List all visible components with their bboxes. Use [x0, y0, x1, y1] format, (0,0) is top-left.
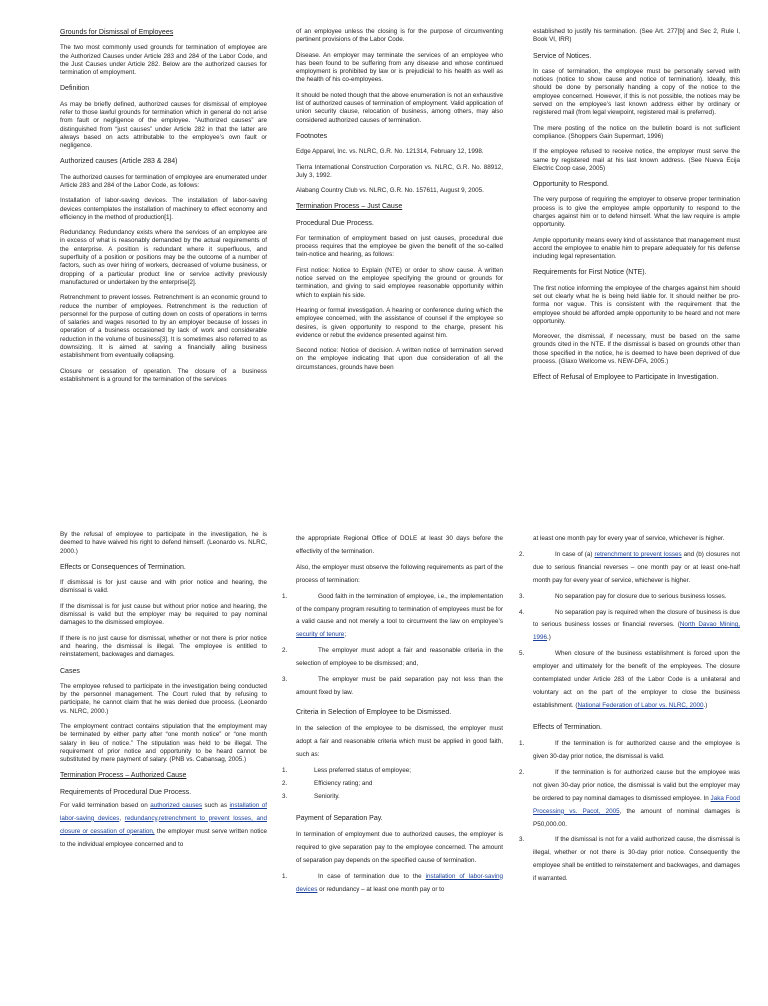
paragraph: Closure or cessation of operation. The closure of a business establishment is a ground for the termination of the services — [60, 367, 267, 383]
list-item: 2. In case of (a) retrenchment to prevent losses and (b) closures not due to serious financial reverses – one month pay or at least one-half month pay for every year of service, whichever is higher. — [519, 550, 741, 584]
link-security-of-tenure[interactable]: security of tenure — [296, 631, 345, 639]
paragraph: the appropriate Regional Office of DOLE at least 30 days before the effectivity of the termination. — [296, 535, 503, 555]
paragraph: The very purpose of requiring the employer to observe proper termination process is to give the employee ample opportunity to respond to the charges against him or to defend himself. What the law require is ample opportunity. — [533, 196, 740, 229]
footnote: Alabang Country Club vs. NLRC, G.R. No. 157611, August 9, 2005. — [296, 187, 484, 195]
paragraph: It should be noted though that the above enumeration is not an exhaustive list of authorized causes of termination of employment. Valid application of union security clause, relocation of business, among others, may also considered authorized causes of termination. — [296, 91, 503, 124]
paragraph: Also, the employer must observe the following requirements as part of the process of termination: — [296, 563, 503, 584]
paragraph: The two most commonly used grounds for termination of employee are the Authorized Causes under Article 283 and 284 of the Labor Code, and the Just Causes under Article 282. Below are the authorized causes for termination of employment. — [60, 44, 267, 77]
page2-column-2 — [282, 533, 503, 897]
paragraph: First notice: Notice to Explain (NTE) or order to show cause. A written notice served on the employee specifying the ground or grounds for termination, and giving to said employee reasonable opportunity within which to explain his side. — [296, 266, 503, 299]
page1-column-3 — [533, 28, 740, 390]
paragraph: In termination of employment due to authorized causes, the employer is required to give separation pay to the employee concerned. The amount of separation pay depends on the specified cause of termination. — [296, 831, 503, 864]
paragraph: By the refusal of employee to participate in the investigation, he is deemed to have waived his right to defend himself. (Leonardo vs. NLRC, 2000.) — [60, 531, 267, 555]
list-item: 3. No separation pay for closure due to serious business losses. — [519, 592, 727, 600]
list-item: 2. The employer must adopt a fair and reasonable criteria in the selection of employee to be dismissed; and, — [282, 647, 503, 668]
list-item: 3. Seniority. — [282, 792, 340, 800]
page2-column-1 — [60, 531, 267, 852]
section-heading: Criteria in Selection of Employee to be Dismissed. — [296, 708, 452, 716]
section-heading: Service of Notices. — [533, 52, 592, 60]
paragraph: The first notice informing the employee of the charges against him should set out clearly what he is being held liable for. It should neither be pro-forma nor vague. This is consistent with the requirement that the employee should be afforded ample opportunity to be heard and not mere opportunity. — [533, 284, 740, 325]
paragraph: If the employee refused to receive notice, the employer must serve the same by registered mail at his last known address. (See Nueva Ecija Electric Coop case, 2005) — [533, 148, 740, 172]
section-heading: Grounds for Dismissal of Employees — [60, 29, 174, 36]
link-retrenchment-to-prevent-losses[interactable]: retrenchment to prevent losses — [594, 550, 682, 558]
paragraph: Redundancy. Redundancy exists where the services of an employee are in excess of what is reasonably demanded by the actual requirements of the enterprise. A position is redundant where it superfluous, and superfluity of a position or positions may be the outcome of a number of factors, such as over hiring of workers, decreased of volume business, or dropping of a particular product line or service activity previously manufactured or undertaken by the enterprise[2]. — [60, 229, 267, 286]
list-item: 5. When closure of the business establishment is forced upon the employer and ultimately for the benefit of the employees. The closure contemplated under Article 283 of the Labor Code is a unilateral and voluntary act on the part of the employer to close the business establishment. (National Federation of Labor vs. NLRC, 2000.) — [519, 650, 740, 709]
section-heading: Definition — [60, 85, 90, 93]
section-heading: Termination Process – Authorized Cause — [60, 772, 187, 780]
list-item: 1. Good faith in the termination of employee, i.e., the implementation of the company program resulting to termination of employees must be for a valid cause and not merely a tool to circumvent the law on employee’s security of tenure; — [282, 592, 503, 639]
section-heading: Requirements of Procedural Due Process. — [60, 788, 192, 796]
list-item: 1. If the termination is for authorized cause and the employee is given 30-day prior notice, the dismissal is valid. — [519, 740, 740, 761]
section-heading: Cases — [60, 667, 80, 675]
footnotes-heading: Footnotes — [296, 132, 328, 140]
paragraph: Ample opportunity means every kind of assistance that management must accord the employee to enable him to prepare adequately for his defense including legal representation. — [533, 236, 740, 261]
section-heading: Termination Process – Just Cause — [296, 203, 403, 211]
paragraph: Installation of labor-saving devices. The installation of labor-saving devices contemplates the installation of machinery to effect economy and efficiency in the method of production[1]. — [60, 197, 267, 221]
paragraph: If there is no just cause for dismissal, whether or not there is prior notice and hearing, the dismissal is illegal. The employee is entitled to reinstatement, backwages and damages. — [60, 634, 267, 659]
link-installation-labor-saving-devices[interactable]: installation of labor-saving devices — [296, 872, 503, 893]
list-item: 2. If the termination is for authorized cause but the employee was not given 30-day prior notice, the dismissal is valid but the employer may be ordered to pay nominal damages to dismissed employee. In Jaka Food Processing vs. Pacot, 2005, the amount of nominal damages is P50,000.00. — [519, 768, 740, 828]
section-heading: Opportunity to Respond. — [533, 181, 609, 189]
section-heading: Effects of Termination. — [533, 723, 602, 731]
section-heading: Procedural Due Process. — [296, 219, 374, 227]
link-authorized-causes[interactable]: authorized causes — [150, 801, 203, 809]
link-retrenchment-closure[interactable]: retrenchment to prevent losses, and closure or cessation of operation, — [60, 814, 267, 835]
link-jaka-food-processing[interactable]: Jaka Food Processing vs. Pacot, 2005 — [533, 794, 740, 815]
section-heading: Effects or Consequences of Termination. — [60, 563, 186, 571]
page1-column-2 — [296, 28, 503, 379]
list-item: 1. Less preferred status of employee; — [282, 766, 411, 774]
section-heading: Effect of Refusal of Employee to Participate in Investigation. — [533, 374, 719, 382]
paragraph: Moreover, the dismissal, if necessary, must be based on the same grounds cited in the NTE. If the dismissal is based on grounds other than those specified in the notice, he is deemed to have been deprived of due process. (Glaxo Wellcome vs. NEW-DFA, 2005.) — [533, 333, 740, 366]
paragraph: The employment contract contains stipulation that the employment may be terminated by either party after “one month notice” or “one month salary in lieu of notice.” The stipulation was held to be illegal. The requirement of prior notice and opportunity to be heard cannot be substituted by mere payment of salary. (PNB vs. Cabansag, 2005.) — [60, 722, 267, 764]
paragraph: The employee refused to participate in the investigation being conducted by the personnel management. The Court ruled that by refusing to participate, he cannot claim that he was denied due process. (Leonardo vs. NLRC, 2000.) — [60, 682, 267, 715]
paragraph: Retrenchment to prevent losses. Retrenchment is an economic ground to reduce the number of employees. Retrenchment is the reduction of personnel for the purpose of cutting down on costs of operations in terms of salaries and wages resorted to by an employer because of losses in operation of a business occasioned by lack of work and considerable reduction in the volume of business[3]. It is sometimes also referred to as downsizing. It is aimed at saving a financially ailing business establishment from eventually collapsing. — [60, 294, 267, 360]
paragraph: Hearing or formal investigation. A hearing or conference during which the employee concerned, with the assistance of counsel if the employee so desires, is given opportunity to respond to the charge, present his evidence or rebut the evidence presented against him. — [296, 306, 503, 339]
paragraph-with-links: For valid termination based on authorized causes such as installation of labor-saving devices, redundancy,retrenchment to prevent losses, and closure or cessation of operation, the employer must serve written notice to the individual employee concerned and to — [60, 801, 268, 848]
page1-column-1 — [60, 28, 267, 391]
paragraph: For termination of employment based on just causes, procedural due process requires that the employee be given the benefit of the so-called twin-notice and hearing, as follows: — [296, 234, 503, 259]
paragraph: at least one month pay for every year of service, whichever is higher. — [533, 535, 725, 542]
link-redundancy[interactable]: redundancy — [124, 814, 158, 822]
paragraph: As may be briefly defined, authorized causes for dismissal of employee refer to those lawful grounds for termination which in general do not arise from fault or negligence of the employee. “Authorized causes” are distinguished from “just causes” under Article 282 in that the latter are always based on acts attributable to the employee’s own fault or negligence. — [60, 100, 267, 150]
paragraph: If dismissal is for just cause and with prior notice and hearing, the dismissal is valid. — [60, 579, 267, 595]
section-heading: Requirements for First Notice (NTE). — [533, 269, 647, 277]
link-installation-labor-saving-devices[interactable]: installation of labor-saving devices — [60, 801, 268, 822]
paragraph: established to justify his termination. (See Art. 277[b] and Sec 2, Rule I, Book VI, IRR) — [533, 28, 740, 44]
paragraph: The mere posting of the notice on the bulletin board is not sufficient compliance. (Shoppers Gain Supermart, 1996) — [533, 124, 740, 140]
list-item: 3. If the dismissal is not for a valid authorized cause, the dismissal is illegal, whether or not there is 30-day prior notice. Consequently the employee shall be entitled to reinstatement and backwages, and damages if warranted. — [519, 836, 740, 883]
document-page-2 — [0, 503, 768, 1006]
list-item: 1. In case of termination due to the installation of labor-saving devices or redundancy – at least one month pay or to — [282, 872, 503, 893]
page2-column-3 — [519, 533, 741, 886]
footnote: Tierra International Construction Corporation vs. NLRC, G.R. No. 88912, July 3, 1992. — [296, 163, 503, 179]
list-item: 2. Efficiency rating; and — [282, 779, 373, 787]
list-item: 3. The employer must be paid separation pay not less than the amount fixed by law. — [282, 676, 503, 696]
link-national-federation-of-labor[interactable]: National Federation of Labor vs. NLRC, 2000 — [577, 701, 704, 709]
list-item: 4. No separation pay is required when the closure of business is due to serious business losses or financial reverses. (North Davao Mining, 1996.) — [519, 608, 740, 642]
footnote: Edge Apparel, Inc. vs. NLRC, G.R. No. 121314, February 12, 1998. — [296, 148, 484, 156]
paragraph: The authorized causes for termination of employee are enumerated under Article 283 and 284 of the Labor Code, as follows: — [60, 173, 267, 189]
paragraph: Disease. An employer may terminate the services of an employee who has been found to be suffering from any disease and whose continued employment is prohibited by law or is prejudicial to his health as well as the health of his co-employees. — [296, 51, 503, 84]
section-heading: Payment of Separation Pay. — [296, 814, 383, 822]
link-north-davao-mining[interactable]: North Davao Mining, 1996 — [533, 621, 740, 642]
paragraph: of an employee unless the closing is for the purpose of circumventing pertinent provisions of the Labor Code. — [296, 28, 503, 44]
paragraph: Second notice: Notice of decision. A written notice of termination served on the employee indicating that upon due consideration of all the circumstances, grounds have been — [296, 347, 503, 371]
paragraph: In the selection of the employee to be dismissed, the employer must adopt a fair and reasonable criteria which must be applied in good faith, such as: — [296, 725, 503, 759]
section-heading: Authorized causes (Article 283 & 284) — [60, 158, 178, 166]
paragraph: In case of termination, the employee must be personally served with notices (notice to show cause and notice of termination). Ideally, this should be done by personally handing a copy of the notice to the employee concerned. However, if this is not possible, the notices may be served on the employee’s last known address either by ordinary or registered mail (from legal viewpoint, registered mail is preferred). — [533, 67, 740, 117]
paragraph: If the dismissal is for just cause but without prior notice and hearing, the dismissal is valid but the employer may be required to pay nominal damages to the dismissed employee. — [60, 602, 267, 627]
